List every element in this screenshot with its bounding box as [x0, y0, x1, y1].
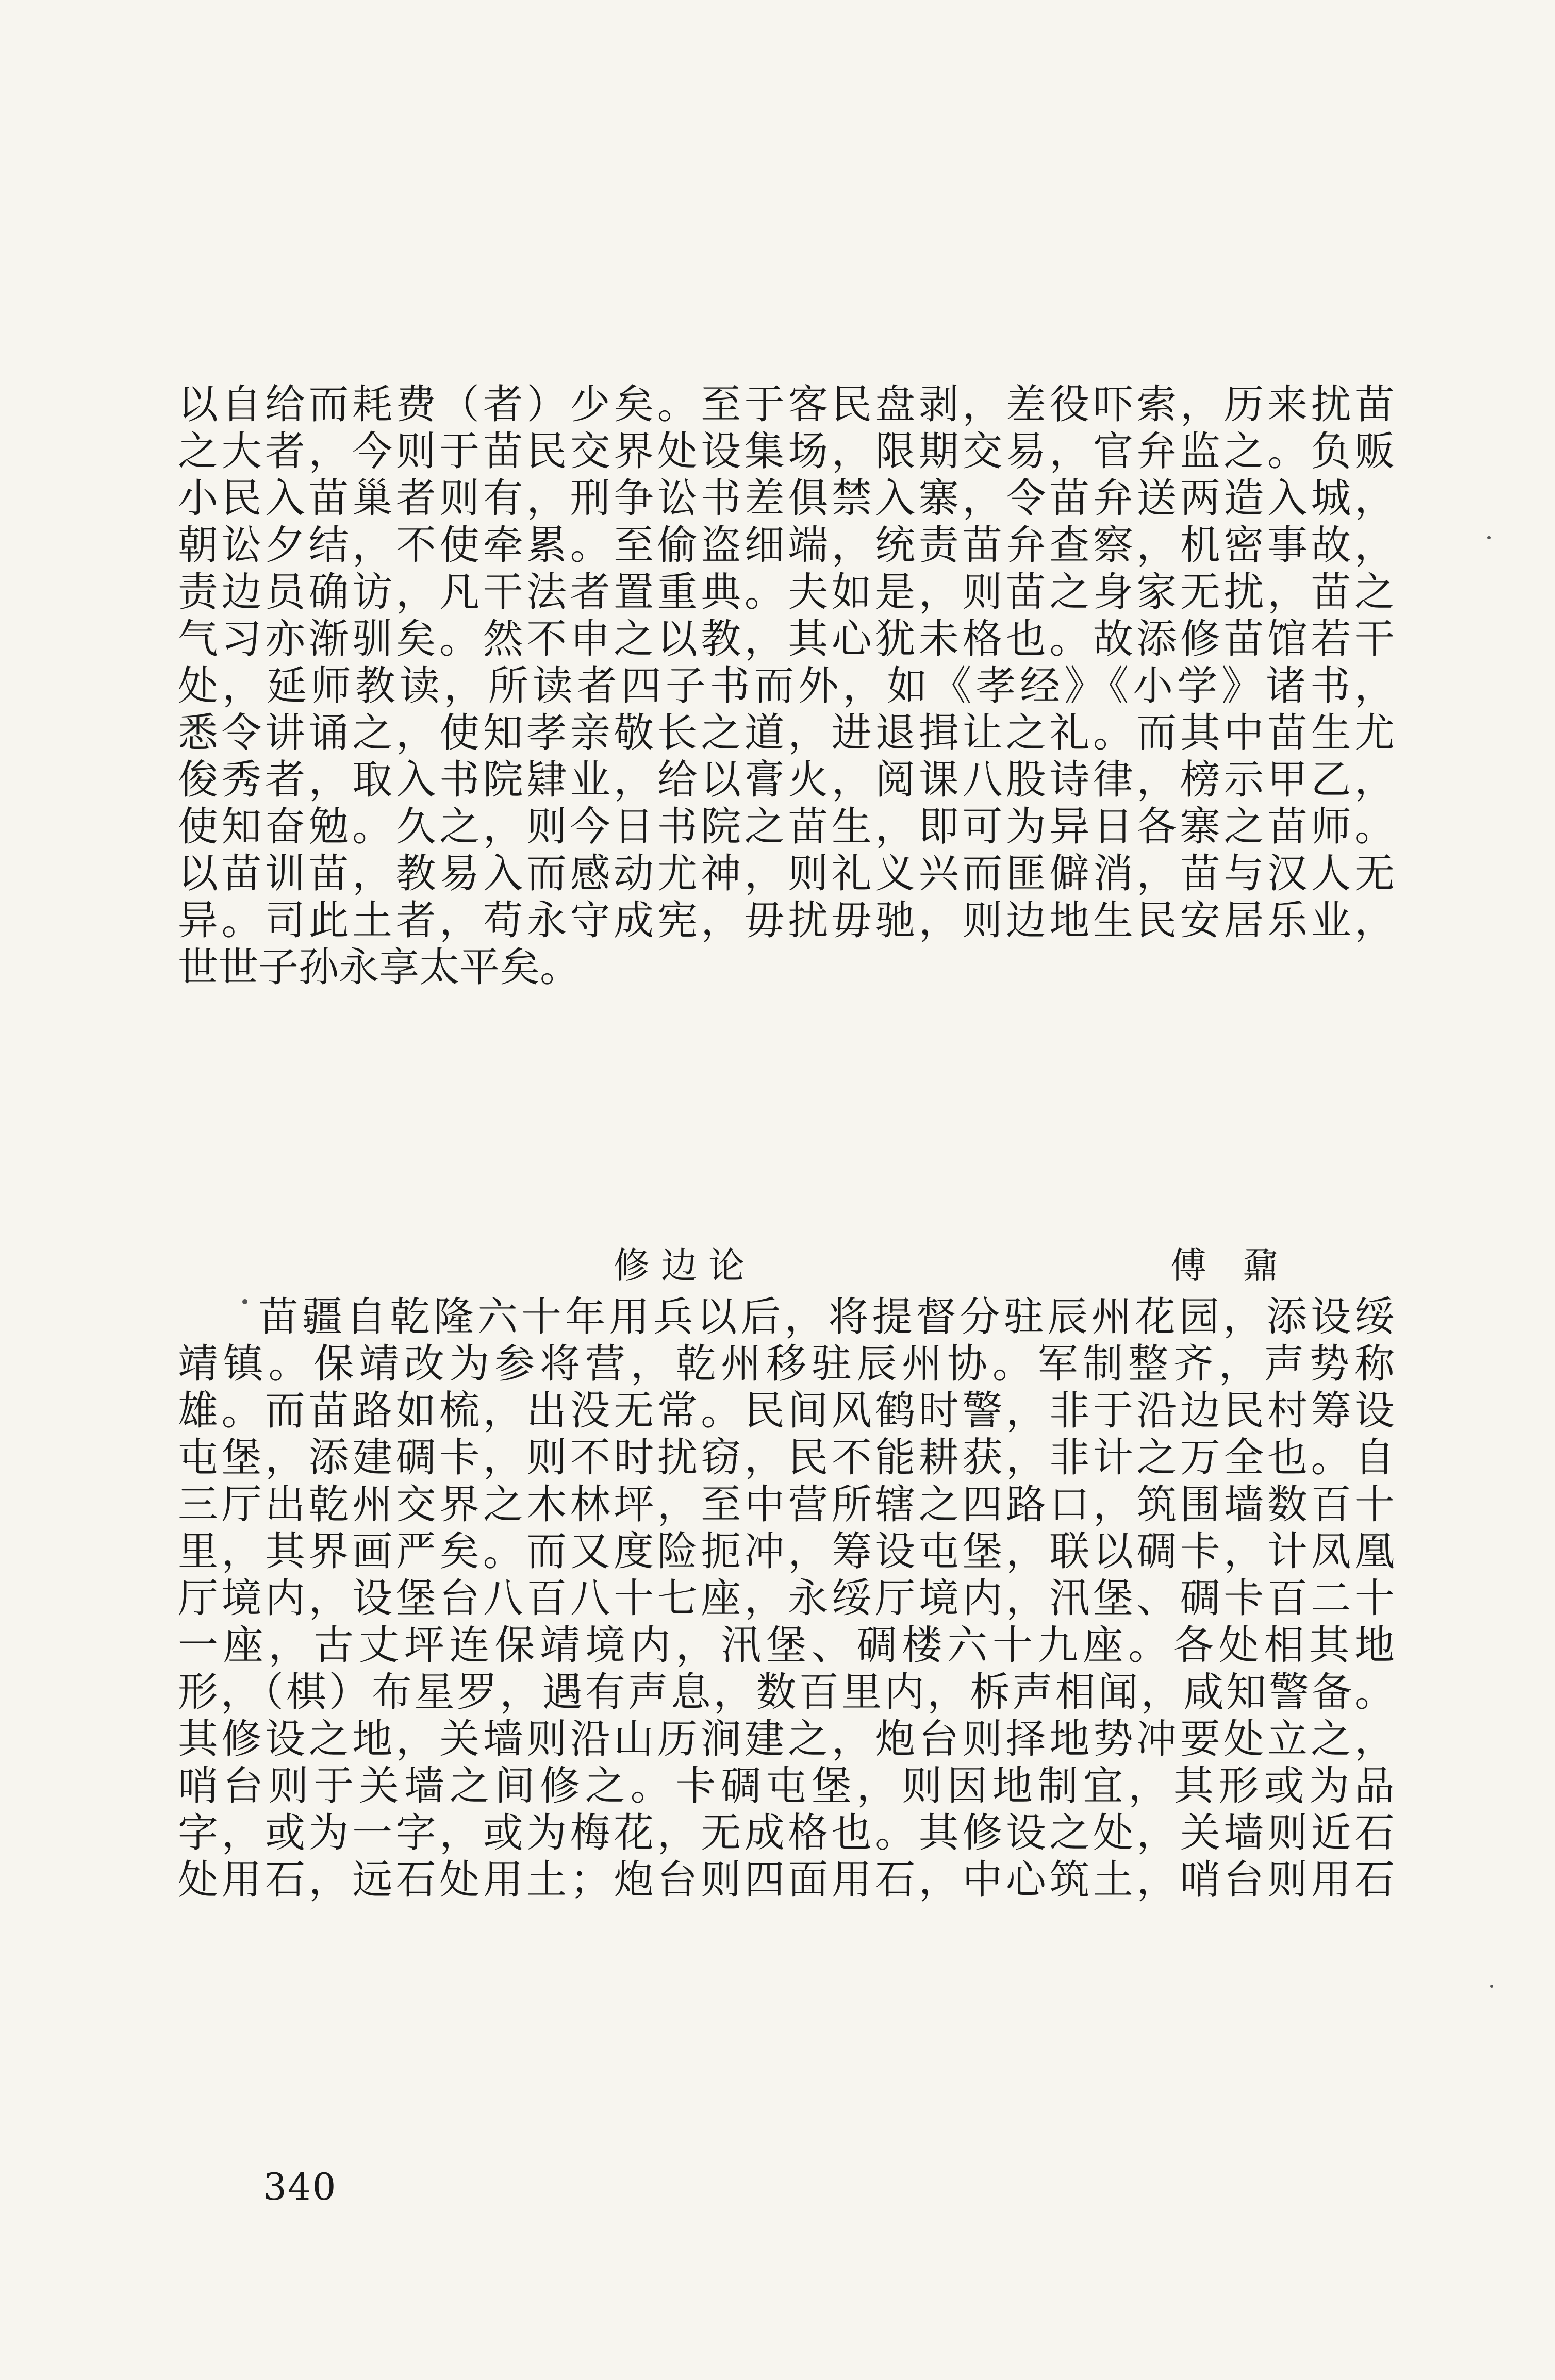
text-line: 雄。而苗路如梳，出没无常。民间风鹤时警，非于沿边民村筹设	[178, 1388, 1395, 1434]
text-line: 三厅出乾州交界之木林坪，至中营所辖之四路口，筑围墙数百十	[178, 1482, 1395, 1528]
text-line: 世世子孙永享太平矣。	[178, 944, 581, 991]
text-line: 以苗训苗，教易入而感动尤神，则礼义兴而匪僻消，苗与汉人无	[178, 851, 1395, 897]
text-line: 朝讼夕结，不使牵累。至偷盗细端，统责苗弁查察，机密事故，	[178, 522, 1395, 569]
text-line: 形，（棋）布星罗，遇有声息，数百里内，柝声相闻，咸知警备。	[178, 1669, 1395, 1716]
text-line: 一座，古丈坪连保靖境内，汛堡、碉楼六十九座。各处相其地	[178, 1622, 1395, 1669]
text-line: 其修设之地，关墙则沿山历涧建之，炮台则择地势冲要处立之，	[178, 1716, 1395, 1762]
text-line: 俊秀者，取入书院肄业，给以膏火，阅课八股诗律，榜示甲乙，	[178, 757, 1395, 803]
text-line: 异。司此土者，苟永守成宪，毋扰毋驰，则边地生民安居乐业，	[178, 897, 1395, 944]
essay-heading	[178, 1242, 1395, 1289]
text-line: 厅境内，设堡台八百八十七座，永绥厅境内，汛堡、碉卡百二十	[178, 1575, 1395, 1622]
text-line: 小民入苗巢者则有，刑争讼书差俱禁入寨，令苗弁送两造入城，	[178, 475, 1395, 522]
text-line: 屯堡，添建碉卡，则不时扰窃，民不能耕获，非计之万全也。自	[178, 1435, 1395, 1481]
text-line: 哨台则于关墙之间修之。卡碉屯堡，则因地制宜，其形或为品	[178, 1763, 1395, 1809]
text-line: 悉令讲诵之，使知孝亲敬长之道，进退揖让之礼。而其中苗生尤	[178, 710, 1395, 756]
essay-body	[178, 1294, 1395, 1904]
print-speck	[1487, 536, 1491, 539]
text-line: 使知奋勉。久之，则今日书院之苗生，即可为异日各寨之苗师。	[178, 804, 1395, 850]
print-speck	[1490, 1985, 1493, 1988]
text-line: 责边员确访，凡干法者置重典。夫如是，则苗之身家无扰，苗之	[178, 569, 1395, 615]
print-speck	[242, 1299, 247, 1304]
text-line: 靖镇。保靖改为参将营，乾州移驻辰州协。军制整齐，声势称	[178, 1341, 1395, 1387]
text-line: 以自给而耗费（者）少矣。至于客民盘剥，差役吓索，历来扰苗	[178, 381, 1395, 428]
text-line: 里，其界画严矣。而又度险扼冲，筹设屯堡，联以碉卡，计凤凰	[178, 1528, 1395, 1575]
page-number: 340	[263, 2165, 337, 2208]
essay-author: 傅鼐	[1170, 1244, 1315, 1287]
text-line: 处用石，远石处用土；炮台则四面用石，中心筑土，哨台则用石	[178, 1857, 1395, 1903]
essay-title: 修边论	[614, 1244, 756, 1287]
text-line: 气习亦渐驯矣。然不申之以教，其心犹未格也。故添修苗馆若干	[178, 616, 1395, 662]
paragraph-continuation	[178, 381, 1395, 991]
text-line: 处，延师教读，所读者四子书而外，如《孝经》《小学》诸书，	[178, 663, 1395, 709]
text-line: 苗疆自乾隆六十年用兵以后，将提督分驻辰州花园，添设绥	[258, 1294, 1395, 1340]
text-line: 字，或为一字，或为梅花，无成格也。其修设之处，关墙则近石	[178, 1810, 1395, 1856]
text-line: 之大者，今则于苗民交界处设集场，限期交易，官弁监之。负贩	[178, 428, 1395, 475]
